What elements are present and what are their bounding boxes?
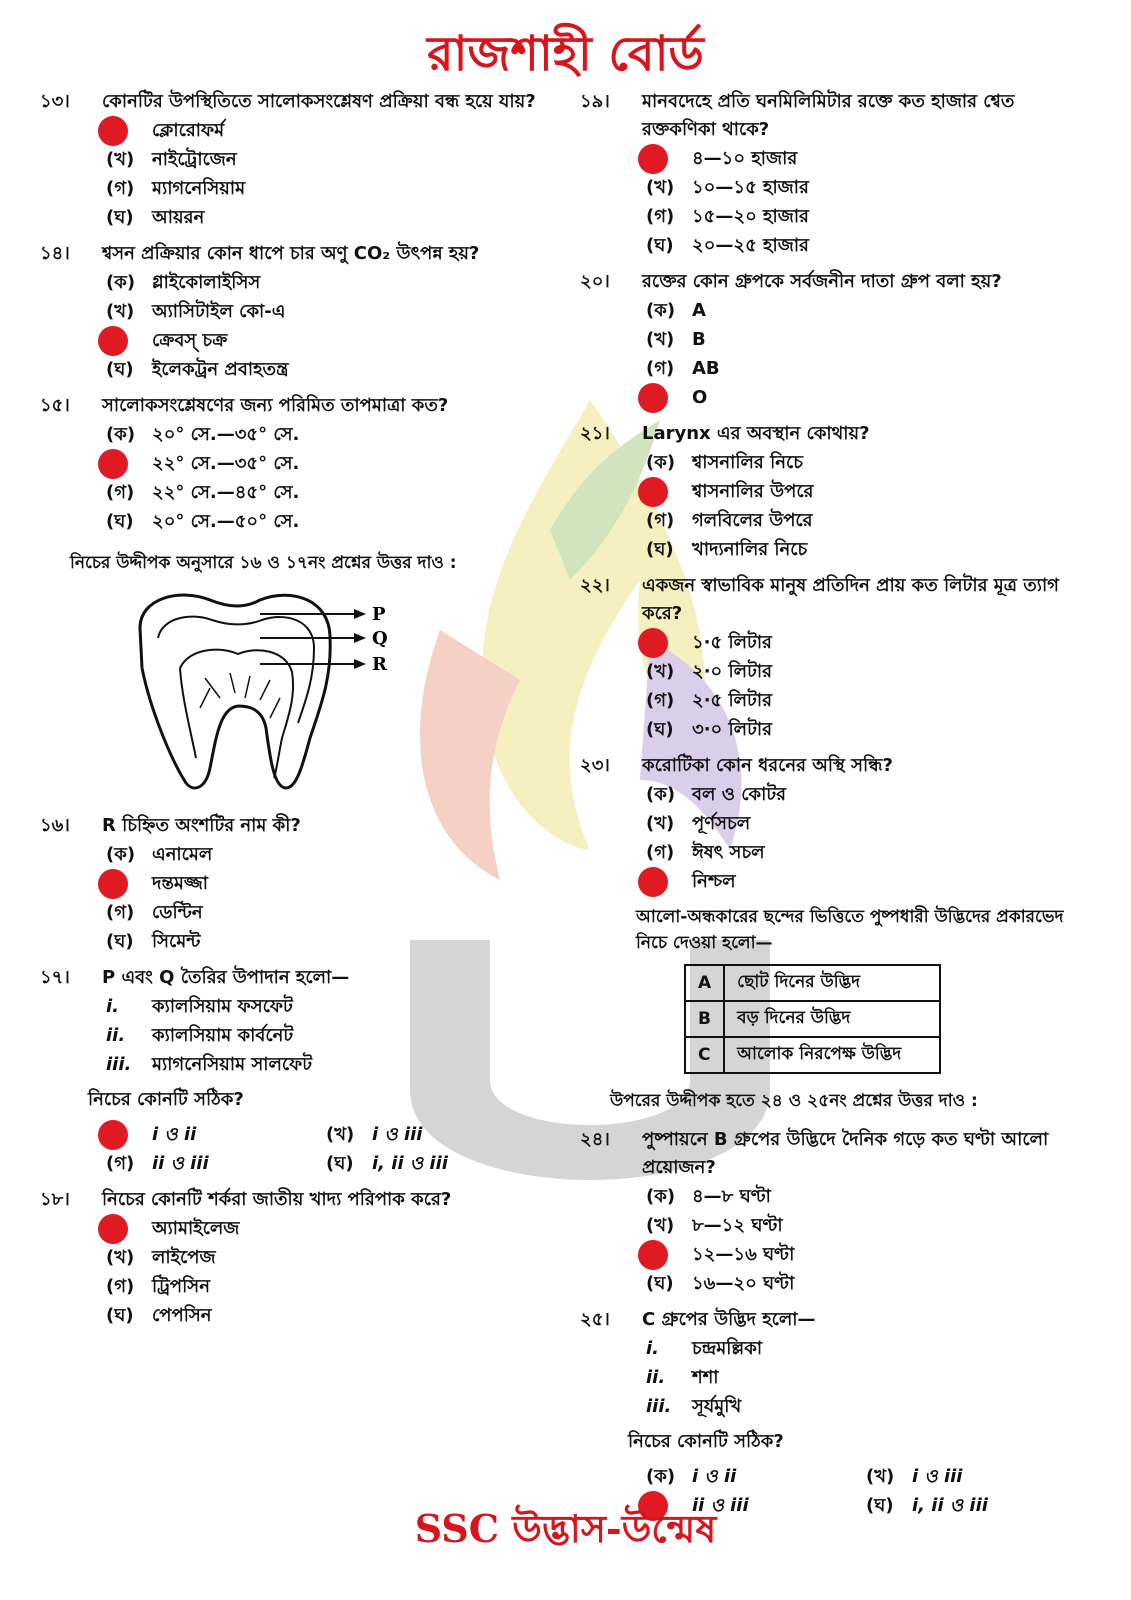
option-text: i, ii ও iii xyxy=(372,1153,448,1174)
option-label: (গ) xyxy=(646,842,675,863)
option-label: (খ) xyxy=(866,1466,895,1487)
question-number: ২৪। xyxy=(580,1129,610,1150)
question-stem xyxy=(580,1126,1080,1182)
option-text: ম্যাগনেসিয়াম xyxy=(152,178,246,199)
question-number: ১৩। xyxy=(40,91,70,112)
option-text: এনামেল xyxy=(152,844,213,865)
option-text: ২·০ লিটার xyxy=(692,661,773,682)
option-label: (গ) xyxy=(106,178,135,199)
option-text: i, ii ও iii xyxy=(912,1495,988,1516)
option-text: i ও ii xyxy=(692,1466,737,1487)
question-text: রক্তের কোন গ্রুপকে সর্বজনীন দাতা গ্রুপ বলা হয়? xyxy=(642,271,1002,292)
question xyxy=(580,420,1080,564)
option-text: ২০° সে.—৩৫° সে. xyxy=(152,424,300,445)
stimulus-16-17: নিচের উদ্দীপক অনুসারে ১৬ ও ১৭নং প্রশ্নের উত্তর দাও : xyxy=(70,553,457,573)
option-text: ৮—১২ ঘণ্টা xyxy=(692,1215,783,1236)
option[interactable] xyxy=(646,202,1080,231)
option-text: ট্রিপসিন xyxy=(152,1276,210,1297)
option-text: ১৫—২০ হাজার xyxy=(692,206,809,227)
option-text: ২০—২৫ হাজার xyxy=(692,235,809,256)
option[interactable] xyxy=(106,355,560,384)
question-number: ১৬। xyxy=(40,815,70,836)
option-label: (ঘ) xyxy=(106,931,134,952)
option[interactable] xyxy=(646,354,1080,383)
tooth-label-r: R xyxy=(372,654,387,675)
question-number: ২৫। xyxy=(580,1309,610,1330)
option[interactable] xyxy=(106,507,560,536)
answer-mark-icon xyxy=(638,628,668,658)
option-text: i ও iii xyxy=(372,1124,423,1145)
option[interactable] xyxy=(866,1462,1066,1491)
answer-mark-icon xyxy=(98,449,128,479)
question-text: মানবদেহে প্রতি ঘনমিলিমিটার রক্তে কত হাজার শ্বেত রক্তকণিকা থাকে? xyxy=(642,91,1015,140)
statement xyxy=(106,1021,560,1050)
option-text: O xyxy=(692,387,708,408)
statement xyxy=(646,1363,1080,1392)
option-label: (গ) xyxy=(646,358,675,379)
question-stem xyxy=(580,420,1080,448)
question xyxy=(580,1306,1080,1520)
question-number: ২১। xyxy=(580,423,610,444)
option-text: ৪—১০ হাজার xyxy=(692,148,798,169)
options-list xyxy=(646,780,1080,896)
question-stem xyxy=(580,1306,1080,1334)
question-text: C গ্রুপের উদ্ভিদ হলো— xyxy=(642,1309,816,1330)
option-label: (ক) xyxy=(646,300,676,321)
option[interactable] xyxy=(106,1149,326,1178)
question-number: ২০। xyxy=(580,271,610,292)
option-label: (খ) xyxy=(646,177,675,198)
question-text: সালোকসংশ্লেষণের জন্য পরিমিত তাপমাত্রা কত? xyxy=(102,395,449,416)
option-text: গলবিলের উপরে xyxy=(692,510,813,531)
question-text: পুষ্পায়নে B গ্রুপের উদ্ভিদে দৈনিক গড়ে কত ঘণ্টা আলো প্রয়োজন? xyxy=(642,1129,1049,1178)
option[interactable] xyxy=(646,448,1080,477)
option[interactable] xyxy=(106,1243,560,1272)
option-label: (ঘ) xyxy=(106,1305,134,1326)
table-row: A ছোট দিনের উদ্ভিদ xyxy=(685,965,940,1001)
option-text: আয়রন xyxy=(152,207,205,228)
option[interactable] xyxy=(646,780,1080,809)
question-number: ১৮। xyxy=(40,1189,70,1210)
answer-mark-icon xyxy=(98,1214,128,1244)
option-label: (ঘ) xyxy=(646,235,674,256)
options-list xyxy=(646,448,1080,564)
option-text: ক্লোরোফর্ম xyxy=(152,120,225,141)
answer-mark-icon xyxy=(638,383,668,413)
answer-mark-icon xyxy=(98,326,128,356)
option[interactable] xyxy=(646,383,1080,412)
question-stem xyxy=(40,1186,560,1214)
option-text: ১২—১৬ ঘণ্টা xyxy=(692,1244,795,1265)
statement xyxy=(646,1392,1080,1421)
question-stem xyxy=(580,752,1080,780)
option[interactable] xyxy=(646,535,1080,564)
option-text: ২০° সে.—৫০° সে. xyxy=(152,511,300,532)
question-stem xyxy=(40,88,560,116)
option-text: অ্যাসিটাইল কো-এ xyxy=(152,301,286,322)
question xyxy=(40,812,560,956)
option[interactable] xyxy=(106,420,560,449)
option-label: (গ) xyxy=(106,482,135,503)
option[interactable] xyxy=(106,1214,560,1243)
option-text: ডেন্টিন xyxy=(152,902,203,923)
option-text: শ্বাসনালির উপরে xyxy=(692,481,814,502)
option-text: ১০—১৫ হাজার xyxy=(692,177,809,198)
option[interactable] xyxy=(106,116,560,145)
question-number: ২২। xyxy=(580,575,610,596)
option[interactable] xyxy=(646,1269,1080,1298)
options-list xyxy=(106,840,560,956)
tooth-label-q: Q xyxy=(372,628,388,649)
question-number: ১৪। xyxy=(40,243,70,264)
option[interactable] xyxy=(646,657,1080,686)
option-label: (গ) xyxy=(646,690,675,711)
question-ask: নিচের কোনটি সঠিক? xyxy=(88,1089,244,1110)
statement-numeral: iii. xyxy=(106,1054,132,1075)
statement-numeral: ii. xyxy=(106,1025,126,1046)
option-text: সিমেন্ট xyxy=(152,931,201,952)
option-text: দন্তমজ্জা xyxy=(152,873,208,894)
statement-list xyxy=(646,1334,1080,1421)
option[interactable] xyxy=(106,145,560,174)
option[interactable] xyxy=(106,869,560,898)
question xyxy=(580,1126,1080,1298)
question-stem xyxy=(580,88,1080,144)
right-column xyxy=(580,88,1080,1528)
answer-mark-icon xyxy=(638,477,668,507)
options-list xyxy=(106,420,560,536)
footer-brand: SSC উদ্ভাস-উন্মেষ xyxy=(414,1506,717,1551)
statement xyxy=(646,1334,1080,1363)
options-list xyxy=(646,296,1080,412)
option[interactable] xyxy=(106,203,560,232)
option-text: ইলেকট্রন প্রবাহতন্ত্র xyxy=(152,359,289,380)
options-grid xyxy=(106,1120,560,1178)
statement-numeral: iii. xyxy=(646,1396,672,1417)
question-text: কোনটির উপস্থিতিতে সালোকসংশ্লেষণ প্রক্রিয়া বন্ধ হয়ে যায়? xyxy=(102,91,536,112)
option-text: i ও iii xyxy=(912,1466,963,1487)
option[interactable] xyxy=(106,1272,560,1301)
option-label: (ক) xyxy=(646,1186,676,1207)
tooth-diagram xyxy=(110,588,560,802)
option-text: B xyxy=(692,329,706,350)
statement-text: সূর্যমুখি xyxy=(692,1396,742,1417)
option-text: AB xyxy=(692,358,720,379)
option-text: ঈষৎ সচল xyxy=(692,842,765,863)
option[interactable] xyxy=(646,325,1080,354)
option-text: ২২° সে.—৩৫° সে. xyxy=(152,453,300,474)
option-label: (ক) xyxy=(646,784,676,805)
option-label: (ঘ) xyxy=(646,539,674,560)
option-label: (ক) xyxy=(646,452,676,473)
table-row: B বড় দিনের উদ্ভিদ xyxy=(685,1001,940,1037)
option[interactable] xyxy=(326,1149,526,1178)
question-text: শ্বসন প্রক্রিয়ার কোন ধাপে চার অণু CO₂ উৎপন্ন হয়? xyxy=(102,243,480,264)
option-label: (গ) xyxy=(106,902,135,923)
option-text: i ও ii xyxy=(152,1124,197,1145)
option[interactable] xyxy=(646,686,1080,715)
left-column xyxy=(40,88,560,1338)
option-label: (ঘ) xyxy=(106,207,134,228)
option-text: ii ও iii xyxy=(692,1495,749,1516)
option[interactable] xyxy=(106,449,560,478)
question-text: P এবং Q তৈরির উপাদান হলো— xyxy=(102,967,350,988)
option-text: A xyxy=(692,300,706,321)
question-number: ১৯। xyxy=(580,91,610,112)
option-label: (খ) xyxy=(106,149,135,170)
statement-list xyxy=(106,992,560,1079)
option-text: গ্লাইকোলাইসিস xyxy=(152,272,261,293)
question-text: নিচের কোনটি শর্করা জাতীয় খাদ্য পরিপাক করে? xyxy=(102,1189,452,1210)
option-label: (গ) xyxy=(646,510,675,531)
option-text: পূর্ণসচল xyxy=(692,813,751,834)
stimulus-24-25: উপরের উদ্দীপক হতে ২৪ ও ২৫নং প্রশ্নের উত্তর দাও : xyxy=(610,1091,978,1111)
options-list xyxy=(646,144,1080,260)
option[interactable] xyxy=(646,477,1080,506)
answer-mark-icon xyxy=(98,869,128,899)
option-text: বল ও কোটর xyxy=(692,784,787,805)
option-label: (ঘ) xyxy=(646,719,674,740)
question-text: করোটিকা কোন ধরনের অস্থি সন্ধি? xyxy=(642,755,893,776)
option[interactable] xyxy=(646,1462,866,1491)
statement-text: শশা xyxy=(692,1367,719,1388)
answer-mark-icon xyxy=(638,867,668,897)
option-label: (ঘ) xyxy=(866,1495,894,1516)
question-ask: নিচের কোনটি সঠিক? xyxy=(628,1431,784,1452)
question xyxy=(580,572,1080,744)
table-row: C আলোক নিরপেক্ষ উদ্ভিদ xyxy=(685,1037,940,1073)
option[interactable] xyxy=(646,296,1080,325)
option-label: (খ) xyxy=(106,1247,135,1268)
option-label: (গ) xyxy=(106,1153,135,1174)
stimulus-24-25-intro: আলো-অন্ধকারের ছন্দের ভিত্তিতে পুষ্পধারী উদ্ভিদের প্রকারভেদ নিচে দেওয়া হলো— xyxy=(636,907,1064,953)
option[interactable] xyxy=(646,506,1080,535)
option[interactable] xyxy=(326,1120,526,1149)
question xyxy=(40,1186,560,1330)
option-text: নাইট্রোজেন xyxy=(152,149,237,170)
option-label: (খ) xyxy=(646,329,675,350)
option-label: (ঘ) xyxy=(646,1273,674,1294)
option-text: ৪—৮ ঘণ্টা xyxy=(692,1186,771,1207)
option-text: খাদ্যনালির নিচে xyxy=(692,539,808,560)
option-text: পেপসিন xyxy=(152,1305,212,1326)
tooth-label-p: P xyxy=(372,604,386,625)
question xyxy=(40,88,560,232)
option-text: ২২° সে.—৪৫° সে. xyxy=(152,482,300,503)
option-text: ii ও iii xyxy=(152,1153,209,1174)
question xyxy=(580,268,1080,412)
option[interactable] xyxy=(646,1240,1080,1269)
answer-mark-icon xyxy=(98,1120,128,1150)
option[interactable] xyxy=(646,809,1080,838)
statement-text: ক্যালসিয়াম কার্বনেট xyxy=(152,1025,294,1046)
option-text: ১·৫ লিটার xyxy=(692,632,772,653)
options-list xyxy=(646,1182,1080,1298)
question xyxy=(580,88,1080,260)
question xyxy=(40,392,560,536)
option-label: (ঘ) xyxy=(106,359,134,380)
option[interactable] xyxy=(646,173,1080,202)
answer-mark-icon xyxy=(638,144,668,174)
option-label: (খ) xyxy=(326,1124,355,1145)
option-label: (খ) xyxy=(106,301,135,322)
stimulus-table xyxy=(684,964,941,1074)
statement-numeral: i. xyxy=(106,996,120,1017)
option-label: (ক) xyxy=(106,844,136,865)
question-number: ১৫। xyxy=(40,395,70,416)
question-text: Larynx এর অবস্থান কোথায়? xyxy=(642,423,870,444)
option-text: অ্যামাইলেজ xyxy=(152,1218,240,1239)
statement xyxy=(106,992,560,1021)
answer-mark-icon xyxy=(98,116,128,146)
statement-text: ক্যালসিয়াম ফসফেট xyxy=(152,996,293,1017)
question-stem xyxy=(40,812,560,840)
option-label: (গ) xyxy=(646,206,675,227)
option-text: নিশ্চল xyxy=(692,871,736,892)
option-label: (খ) xyxy=(646,661,675,682)
option-text: ১৬—২০ ঘণ্টা xyxy=(692,1273,795,1294)
statement-text: চন্দ্রমল্লিকা xyxy=(692,1338,763,1359)
option-text: ২·৫ লিটার xyxy=(692,690,772,711)
page-title: রাজশাহী বোর্ড xyxy=(427,26,704,82)
option[interactable] xyxy=(106,1301,560,1330)
option[interactable] xyxy=(646,231,1080,260)
option[interactable] xyxy=(646,1182,1080,1211)
statement xyxy=(106,1050,560,1079)
option-label: (ক) xyxy=(646,1466,676,1487)
question-text: একজন স্বাভাবিক মানুষ প্রতিদিন প্রায় কত লিটার মূত্র ত্যাগ করে? xyxy=(642,575,1059,624)
option[interactable] xyxy=(106,478,560,507)
options-list xyxy=(646,628,1080,744)
option[interactable] xyxy=(106,268,560,297)
option[interactable] xyxy=(646,144,1080,173)
question-stem xyxy=(40,964,560,992)
option-label: (গ) xyxy=(106,1276,135,1297)
question xyxy=(580,752,1080,896)
option-label: (ঘ) xyxy=(326,1153,354,1174)
option[interactable] xyxy=(106,1120,326,1149)
question xyxy=(40,240,560,384)
question-text: R চিহ্নিত অংশটির নাম কী? xyxy=(102,815,301,836)
option[interactable] xyxy=(106,927,560,956)
statement-numeral: i. xyxy=(646,1338,660,1359)
option-label: (ক) xyxy=(106,424,136,445)
option-label: (খ) xyxy=(646,1215,675,1236)
option-label: (খ) xyxy=(646,813,675,834)
option[interactable] xyxy=(106,898,560,927)
option[interactable] xyxy=(106,840,560,869)
option-label: (ক) xyxy=(106,272,136,293)
statement-text: ম্যাগনেসিয়াম সালফেট xyxy=(152,1054,313,1075)
answer-mark-icon xyxy=(638,1240,668,1270)
options-list xyxy=(106,268,560,384)
question xyxy=(40,964,560,1178)
option[interactable] xyxy=(646,1211,1080,1240)
option[interactable] xyxy=(106,326,560,355)
options-list xyxy=(106,1214,560,1330)
option-text: ক্রেবস্ চক্র xyxy=(152,330,228,351)
option[interactable] xyxy=(106,174,560,203)
options-list xyxy=(106,116,560,232)
option-text: লাইপেজ xyxy=(152,1247,216,1268)
option[interactable] xyxy=(646,715,1080,744)
question-number: ২৩। xyxy=(580,755,610,776)
question-number: ১৭। xyxy=(40,967,70,988)
question-stem xyxy=(40,392,560,420)
question-stem xyxy=(580,572,1080,628)
option[interactable] xyxy=(646,838,1080,867)
statement-numeral: ii. xyxy=(646,1367,666,1388)
option[interactable] xyxy=(646,628,1080,657)
option-text: ৩·০ লিটার xyxy=(692,719,773,740)
option-label: (ঘ) xyxy=(106,511,134,532)
option[interactable] xyxy=(646,867,1080,896)
option-text: শ্বাসনালির নিচে xyxy=(692,452,803,473)
question-stem xyxy=(580,268,1080,296)
option[interactable] xyxy=(106,297,560,326)
question-stem xyxy=(40,240,560,268)
